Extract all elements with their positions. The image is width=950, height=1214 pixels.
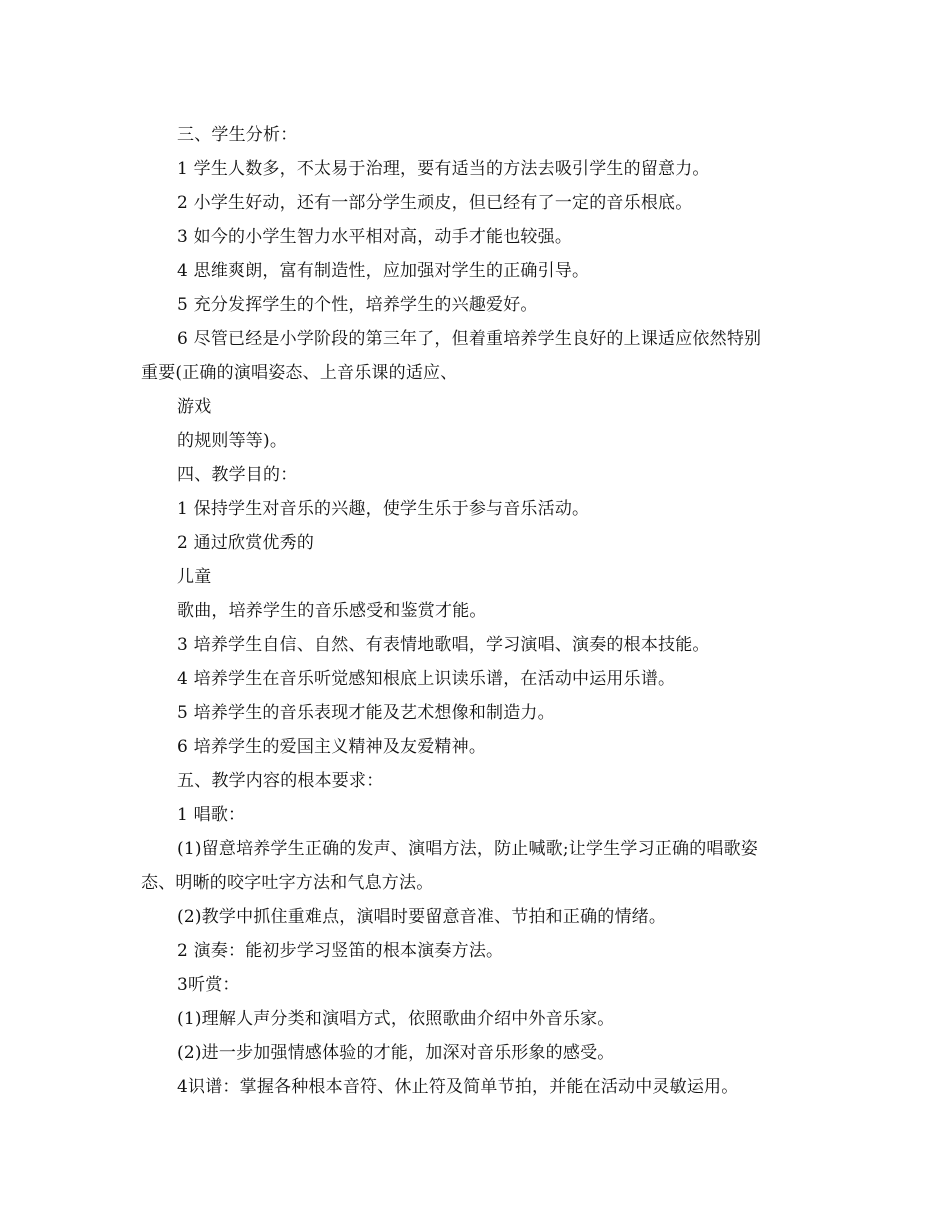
text-line: (2)进一步加强情感体验的才能，加深对音乐形象的感受。 xyxy=(177,1043,615,1063)
text-line: 四、教学目的： xyxy=(177,465,298,485)
text-line: 4识谱：掌握各种根本音符、休止符及简单节拍，并能在活动中灵敏运用。 xyxy=(177,1077,739,1097)
text-line: (1)留意培养学生正确的发声、演唱方法，防止喊歌;让学生学习正确的唱歌姿 xyxy=(177,839,759,859)
text-line: 1 唱歌： xyxy=(177,805,246,825)
text-line: 3 如今的小学生智力水平相对高，动手才能也较强。 xyxy=(177,227,573,247)
text-line: 儿童 xyxy=(177,567,212,587)
text-line: 1 保持学生对音乐的兴趣，使学生乐于参与音乐活动。 xyxy=(177,499,590,519)
document-body xyxy=(0,118,950,1104)
text-line: 2 演奏：能初步学习竖笛的根本演奏方法。 xyxy=(177,941,504,961)
text-line: 4 思维爽朗，富有制造性，应加强对学生的正确引导。 xyxy=(177,261,590,281)
text-line: 2 通过欣赏优秀的 xyxy=(177,533,315,553)
text-line: 3听赏： xyxy=(177,975,240,995)
text-line: 五、教学内容的根本要求： xyxy=(177,771,384,791)
text-line: 3 培养学生自信、自然、有表情地歌唱，学习演唱、演奏的根本技能。 xyxy=(177,635,710,655)
text-line: 5 充分发挥学生的个性，培养学生的兴趣爱好。 xyxy=(177,295,538,315)
text-line: 5 培养学生的音乐表现才能及艺术想像和制造力。 xyxy=(177,703,555,723)
text-line: 态、明晰的咬字吐字方法和气息方法。 xyxy=(141,873,434,893)
text-line: (1)理解人声分类和演唱方式，依照歌曲介绍中外音乐家。 xyxy=(177,1009,615,1029)
text-line: 的规则等等)。 xyxy=(177,431,288,451)
text-line: (2)教学中抓住重难点，演唱时要留意音准、节拍和正确的情绪。 xyxy=(177,907,667,927)
text-line: 游戏 xyxy=(177,397,212,417)
text-line: 6 培养学生的爱国主义精神及友爱精神。 xyxy=(177,737,487,757)
text-line: 歌曲，培养学生的音乐感受和鉴赏才能。 xyxy=(177,601,487,621)
text-line: 4 培养学生在音乐听觉感知根底上识读乐谱，在活动中运用乐谱。 xyxy=(177,669,676,689)
text-line: 6 尽管已经是小学阶段的第三年了，但着重培养学生良好的上课适应依然特别 xyxy=(177,329,762,349)
text-line: 2 小学生好动，还有一部分学生顽皮，但已经有了一定的音乐根底。 xyxy=(177,193,693,213)
text-line: 三、学生分析： xyxy=(177,125,298,145)
text-line: 1 学生人数多，不太易于治理，要有适当的方法去吸引学生的留意力。 xyxy=(177,159,710,179)
text-line: 重要(正确的演唱姿态、上音乐课的适应、 xyxy=(141,363,458,383)
